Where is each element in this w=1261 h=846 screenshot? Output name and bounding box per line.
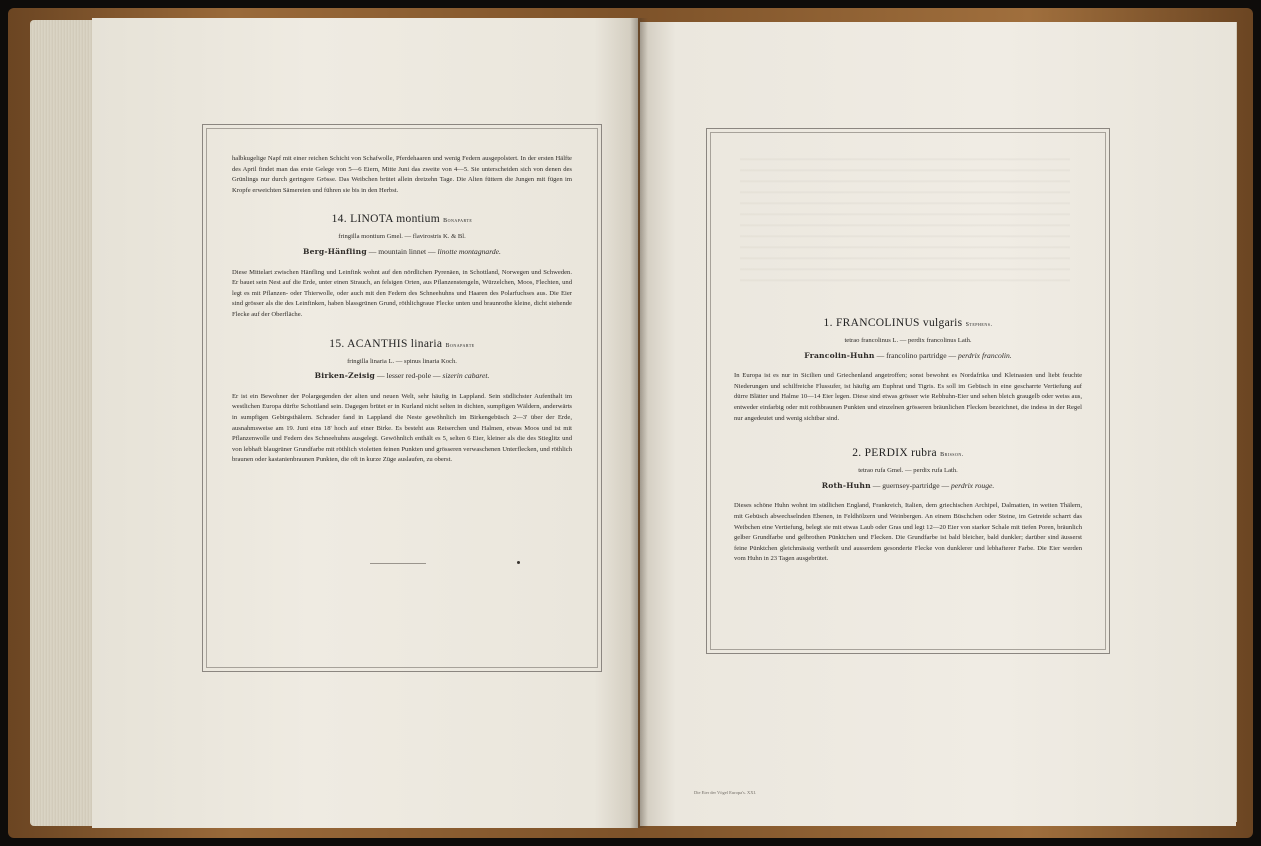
species-description: Dieses schöne Huhn wohnt im südlichen England, Frankreich, Italien, dem griechischen Archipel, Dalmatien, in weiten Thälern, mit Gebüsch abwechselnden Ebenen, in Feldhölzern und Weinbergen. An einem Büschchen oder Steine, im Getreide scharrt das Weibchen eine Vertiefung, belegt sie mit etwas Laub oder Gras und legt 12—20 Eier von starker Schale mit tiefen Poren, bräunlich gelber Grundfarbe und gelbrothen Pünktchen und Flecken. Die Grundfarbe ist bald bleicher, bald dunkler; darüber sind äusserst feine Pünktchen gleichmässig vertheilt und ausserdem gesonderte Flecke von dunklerer und lebhafterer Farbe. Die Eier werden vom Huhn in 23 Tagen ausgebrütet.	[734, 502, 1082, 563]
species-vernacular-names: Berg-Hänfling — mountain linnet — linotte montagnarde.	[303, 246, 501, 256]
species-vernacular-names: Roth-Huhn — guernsey-partridge — perdrix rouge.	[821, 480, 995, 490]
section-end-rule	[370, 563, 426, 564]
right-page-text-block	[734, 300, 1082, 565]
vernacular-english: guernsey-partridge	[882, 480, 940, 490]
species-heading	[734, 316, 1082, 332]
species-synonyms: tetrao rufa Gmel. — perdix rufa Lath.	[858, 467, 958, 475]
species-synonyms: fringilla montium Gmel. — flavirostris K. & Bl.	[338, 233, 466, 241]
vernacular-german: Roth-Huhn	[821, 480, 871, 490]
species-name: LINOTA montium	[350, 213, 440, 226]
species-number: 1.	[823, 317, 833, 329]
page-edges-left	[30, 20, 100, 826]
vernacular-french: sizerin cabaret.	[442, 371, 490, 381]
vernacular-french: linotte montagnarde.	[437, 246, 501, 256]
species-number: 15.	[329, 337, 345, 350]
species-name: ACANTHIS linaria	[347, 337, 443, 350]
species-name: FRANCOLINUS vulgaris	[835, 317, 963, 329]
vernacular-german: Birken-Zeisig	[314, 371, 376, 381]
vernacular-french: perdrix francolin.	[957, 350, 1012, 360]
vernacular-english: mountain linnet	[378, 246, 427, 256]
species-description: In Europa ist es nur in Sicilien und Griechenland angetroffen; sonst bewohnt es Nordafrika und Kleinasien und liebt feuchte Niederungen und schilfreiche Flussufer, ist häufig am Euphrat und Tigris. Es soll im Gebüsch in eine gescharrte Vertiefung auf dürre Blätter und Halme 10—14 Eier legen. Diese sind etwas grösser wie Rebhuhn-Eier und sehen bleich graugelb oder weiss aus, entweder einfarbig oder mit rothbraunen Punkten und einzelnen grösseren bräunlichen Flecken bezeichnet, die indess in der Regel nur angedeutet und wenig sichtbar sind.	[734, 372, 1082, 422]
species-authority: Bonaparte	[443, 218, 473, 225]
vernacular-german: Berg-Hänfling	[303, 246, 367, 256]
species-synonyms: tetrao francolinus L. — perdix francolinus Lath.	[844, 337, 972, 344]
species-vernacular-names: Francolin-Huhn — francolino partridge — perdrix francolin.	[804, 350, 1012, 360]
species-number: 2.	[852, 447, 862, 460]
page-footer-signature: Die Eier der Vögel Europa's. XXI.	[694, 790, 757, 795]
species-heading	[232, 337, 572, 353]
species-description: Diese Mittelart zwischen Hänfling und Leinfink wohnt auf den nördlichen Pyrenäen, in Schottland, Norwegen und Schweden. Er bauet sein Nest auf die Erde, unter einen Strauch, an felsigen Orten, aus Pflanzenstengeln, Würzelchen, Moos, Flechten, und legt es mit Pflanzen- oder Thierwolle, oder auch mit den Federn des Schneehuhns und Haaren des Polarfuchses aus. Die Eier sind grösser als die des Leinfinken, haben blassgrünen Grund, röthlichgraue Flecke unten und braunrothe kleine, dicht stehende Flecke auf der Oberfläche.	[232, 268, 572, 318]
vernacular-german: Francolin-Huhn	[804, 350, 875, 360]
vernacular-french: perdrix rouge.	[950, 480, 995, 490]
left-page-text-block	[232, 154, 572, 466]
species-authority: Brisson.	[940, 452, 964, 459]
species-description: Er ist ein Bewohner der Polargegenden der alten und neuen Welt, sehr häufig in Lappland. Sein südlichster Aufenthalt im westlichen Europa dürfte Schottland sein. Dagegen brütet er in Kurland nicht selten in dichten, sumpfigen Wäldern, anderwärts in sumpfigen Gebirgsthälern. Schrader fand in Lappland die Neste gewöhnlich im Birkengebüsch 2—3' über der Erde, ausnahmsweise am 19. Juni eins 18' hoch auf einer Birke. Es besteht aus Reiserchen und Halmen, etwas Moos und ist mit Pflanzenwolle und Federn des Schneehuhns ausgelegt. Gewöhnlich enthält es 5, selten 6 Eier, kleiner als die des Stieglitz und von lebhaft blaugrüner Grundfarbe mit röthlich violetten feinen Punkten und grösseren verwaschenen Unterflecken, und röthlich braunen oder kastanienbraunen Punkten, die oft in kurze Züge auslaufen, zu oberst.	[232, 392, 572, 464]
vernacular-english: lesser red-pole	[386, 371, 431, 381]
species-synonyms: fringilla linaria L. — spinus linaria Koch.	[347, 357, 457, 365]
species-name: PERDIX rubra	[864, 447, 937, 460]
species-heading	[232, 212, 572, 228]
species-authority: Bonaparte	[445, 342, 475, 349]
species-heading	[734, 446, 1082, 462]
vernacular-english: francolino partridge	[886, 350, 947, 360]
species-vernacular-names: Birken-Zeisig — lesser red-pole — sizerin cabaret.	[314, 371, 490, 381]
species-authority: Stephens.	[965, 322, 993, 328]
species-number: 14.	[331, 213, 347, 226]
ink-spot	[517, 561, 520, 564]
book-gutter	[630, 18, 648, 828]
intro-paragraph: halbkugelige Napf mit einer reichen Schicht von Schafwolle, Pferdehaaren und wenig Federn ausgepolstert. In der ersten Hälfte des April findet man das erste Gelege von 5—6 Eiern, Mitte Juni das zweite von 4—5. Sie unterscheiden sich von denen des Grünlings nur durch geringere Grösse. Das Weibchen brütet allein dreizehn Tage. Die Alten füttern die Jungen mit fügen im Kropfe erweichten Sämereien und führen sie bis in den Herbst.	[232, 155, 572, 194]
